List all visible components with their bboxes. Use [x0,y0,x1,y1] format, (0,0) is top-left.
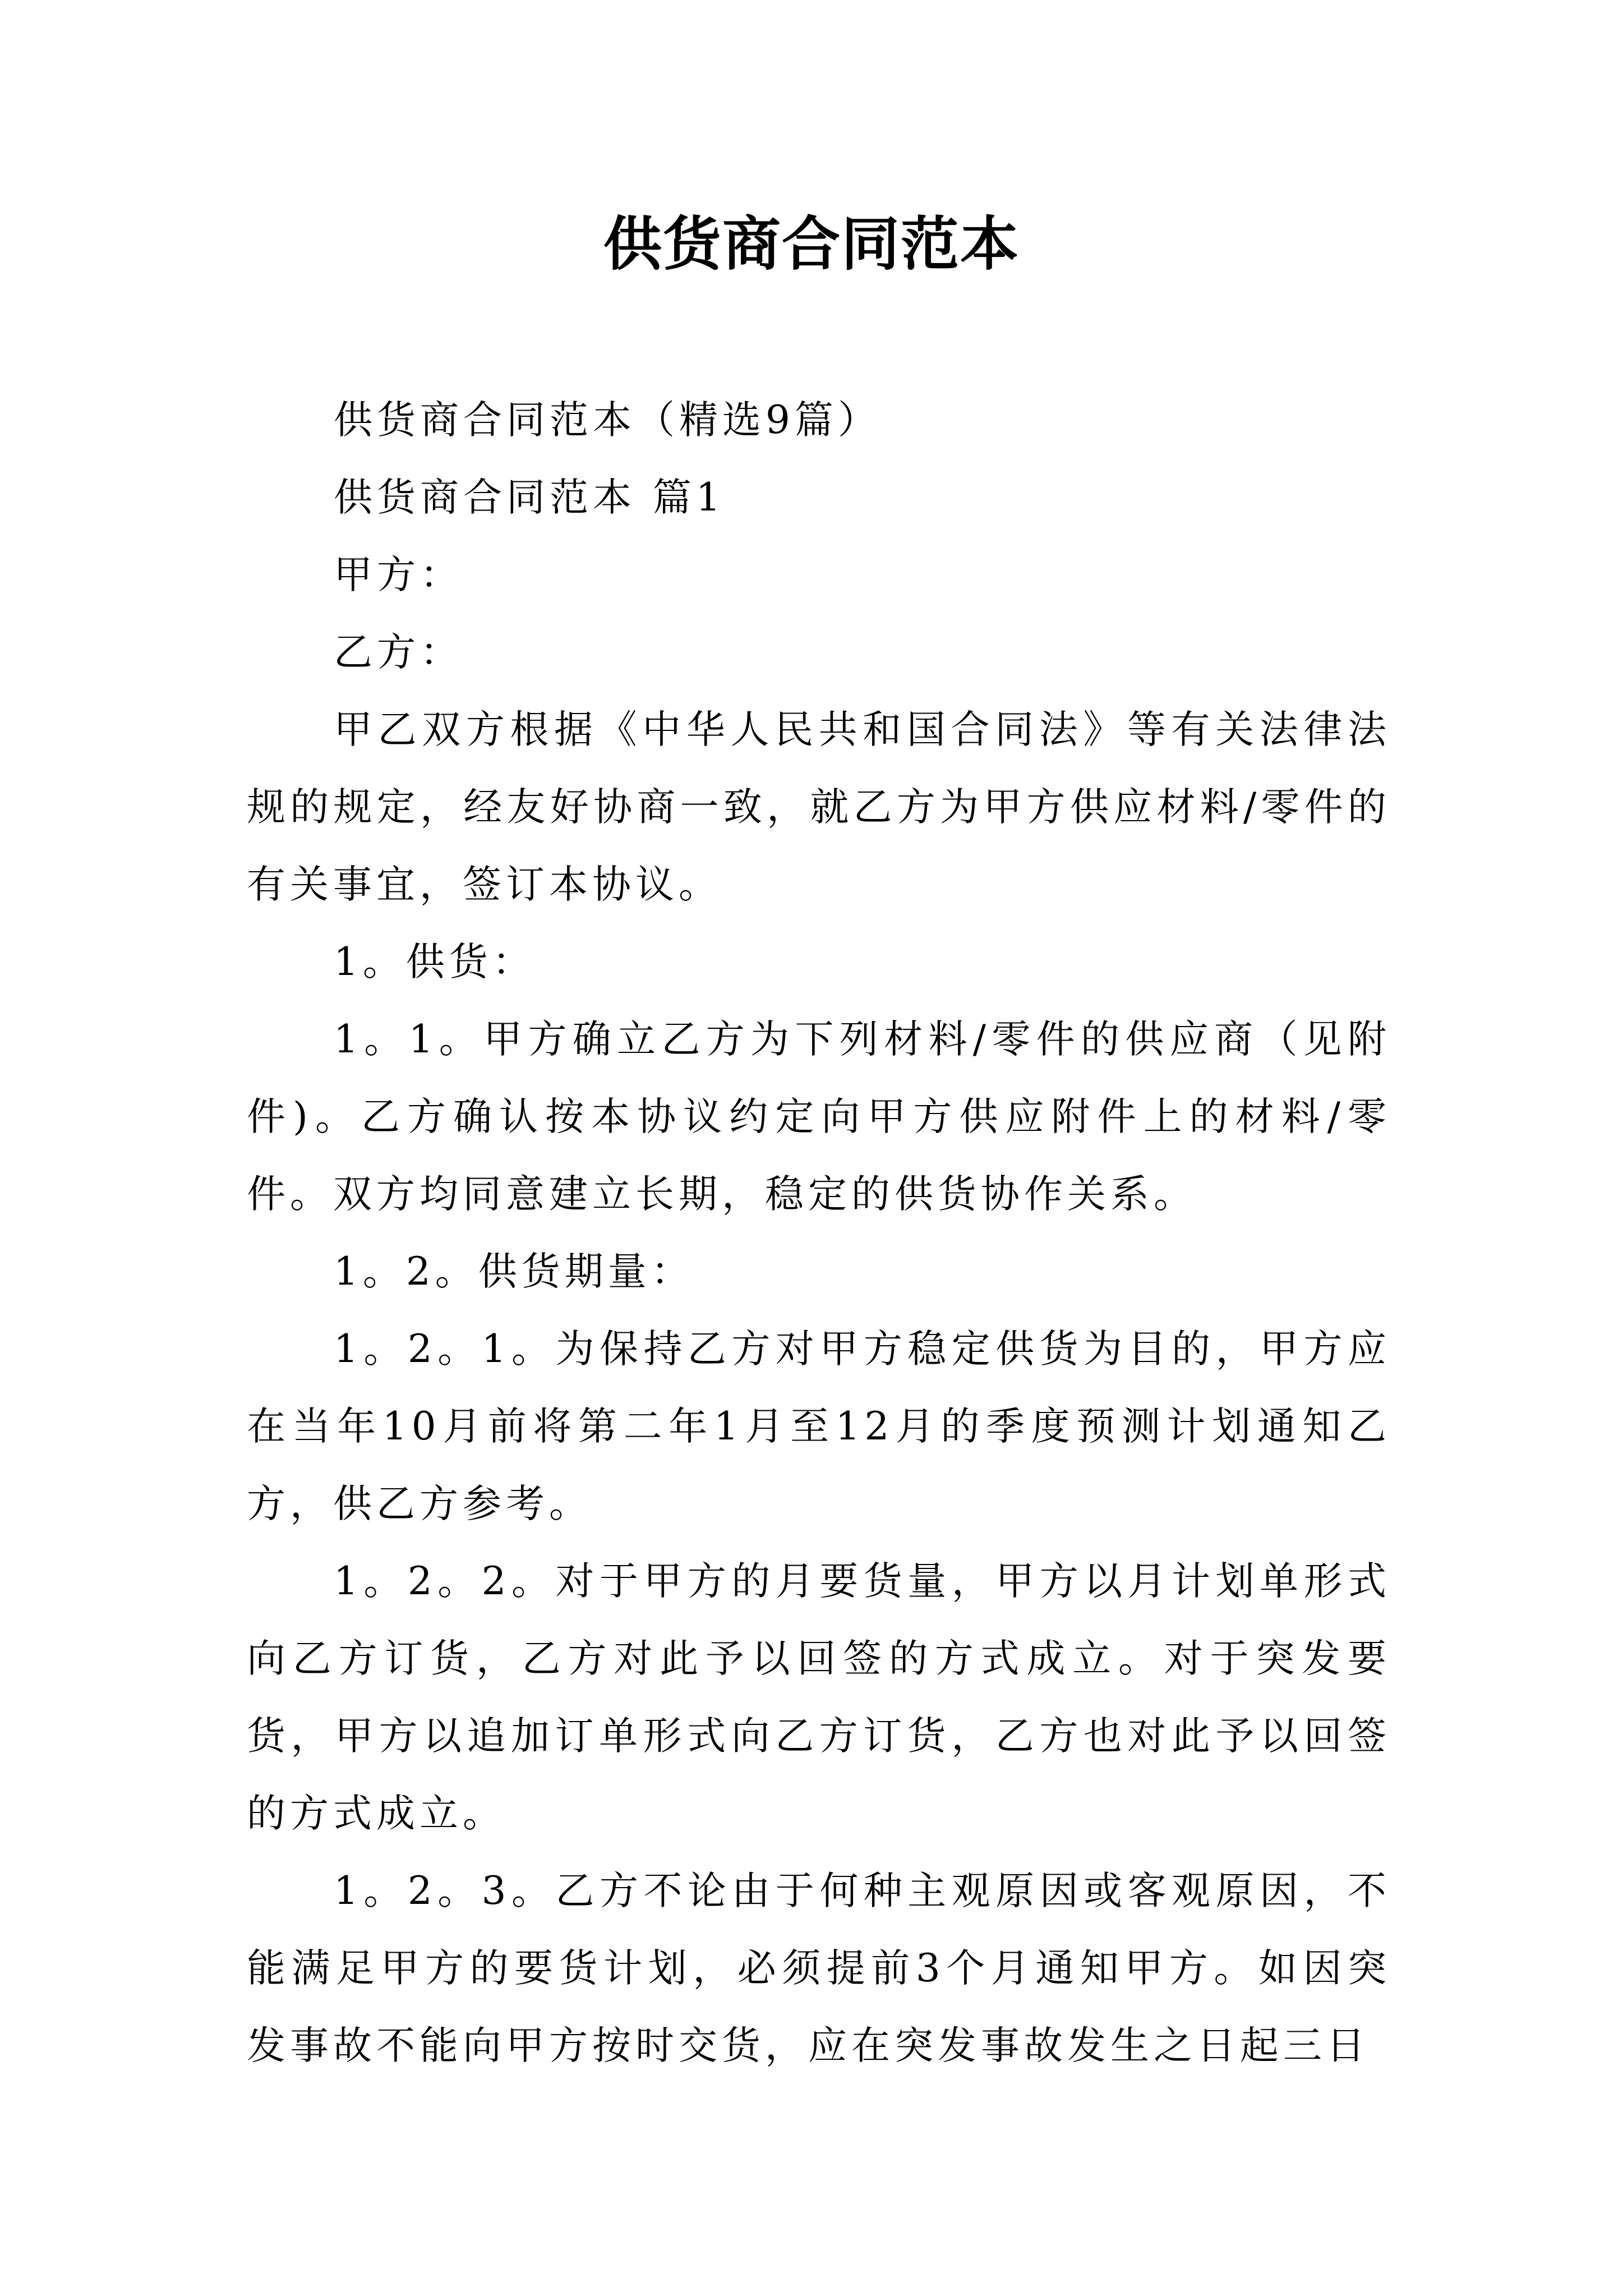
paragraph: 供货商合同范本 篇1 [334,475,725,520]
paragraph: 甲乙双方根据《中华人民共和国合同法》等有关法律法规的规定，经友好协商一致，就乙方为甲方供应材料/零件的有关事宜，签订本协议。 [247,707,1391,907]
paragraph: 1。1。甲方确立乙方为下列材料/零件的供应商（见附件)。乙方确认按本协议约定向甲方供应附件上的材料/零件。双方均同意建立长期，稳定的供货协作关系。 [247,1017,1391,1217]
paragraph: 1。供货： [334,940,536,984]
paragraph: 供货商合同范本（精选9篇） [334,398,881,443]
paragraph: 1。2。供货期量： [334,1249,694,1294]
document-title: 供货商合同范本 [603,209,1020,278]
paragraph: 甲方： [334,553,463,597]
document-body [247,381,1391,2085]
paragraph: 1。2。2。对于甲方的月要货量，甲方以月计划单形式向乙方订货，乙方对此予以回签的方式成立。对于突发要货，甲方以追加订单形式向乙方订货，乙方也对此予以回签的方式成立。 [247,1559,1391,1836]
paragraph: 1。2。3。乙方不论由于何种主观原因或客观原因，不能满足甲方的要货计划，必须提前3个月通知甲方。如因突发事故不能向甲方按时交货，应在突发事故发生之日起三日 [247,1869,1391,2068]
paragraph: 乙方： [334,630,463,675]
paragraph: 1。2。1。为保持乙方对甲方稳定供货为目的，甲方应在当年10月前将第二年1月至12月的季度预测计划通知乙方，供乙方参考。 [247,1327,1391,1526]
